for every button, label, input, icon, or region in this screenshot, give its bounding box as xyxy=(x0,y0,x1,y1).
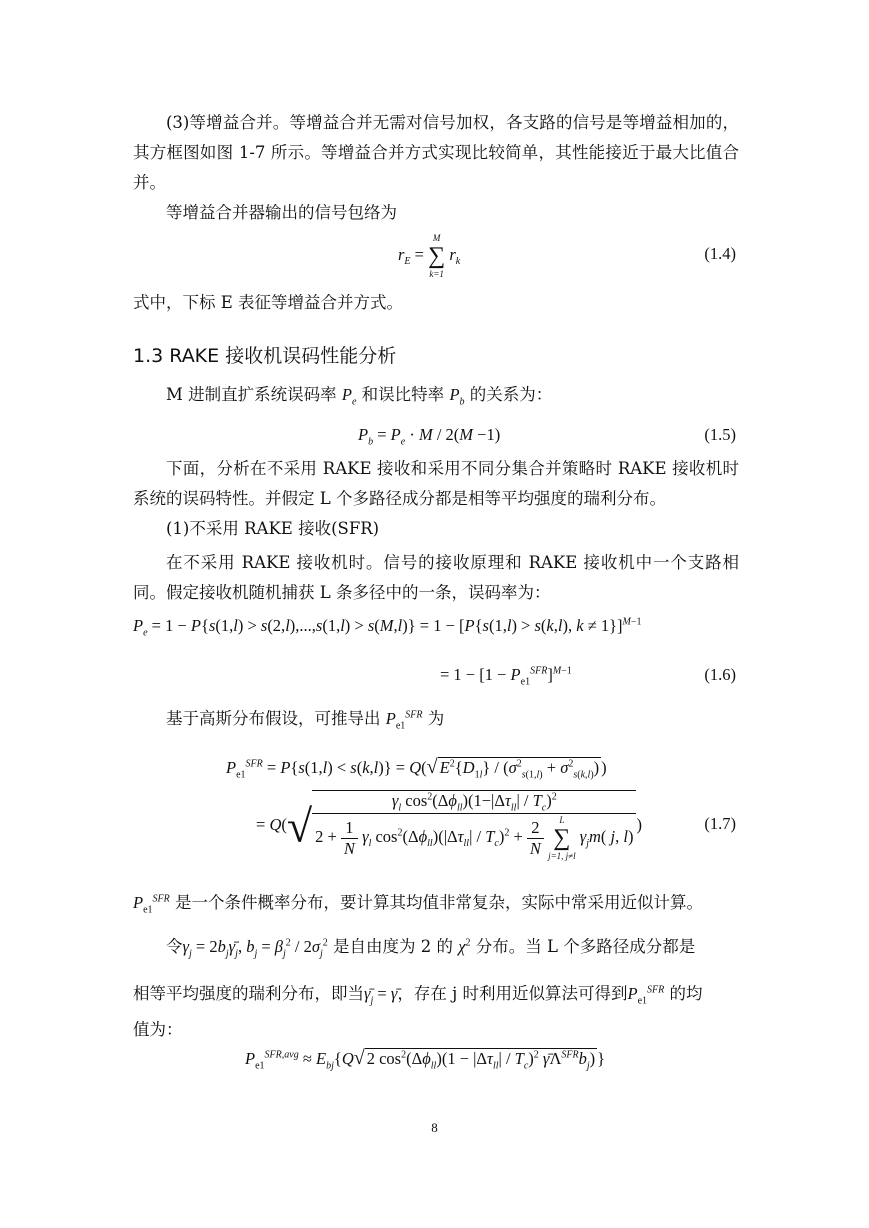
paragraph-chi-a: 令 xyxy=(166,937,183,956)
equation-number-1-4: (1.4) xyxy=(704,244,736,263)
paragraph-mean-value: 值为： xyxy=(133,1020,183,1039)
paragraph-analysis: 下面，分析在不采用 RAKE 接收和采用不同分集合并策略时 RAKE 接收机时系统的误码特性。并假定 L 个多路径成分都是相等平均强度的瑞利分布。 xyxy=(133,459,739,508)
paragraph-subscript-e: 式中，下标 E 表征等增益合并方式。 xyxy=(133,293,404,312)
paragraph-rayleigh-a: 相等平均强度的瑞利分布，即当 xyxy=(133,984,364,1003)
paragraph-gaussian-b: 为 xyxy=(422,709,445,728)
paragraph-equal-gain: (3)等增益合并。等增益合并无需对信号加权，各支路的信号是等增益相加的，其方框图如图 1-7 所示。等增益合并方式实现比较简单，其性能接近于最大比值合并。 xyxy=(133,113,739,192)
paragraph-chi-b: 是自由度为 2 的 xyxy=(327,937,459,956)
paragraph-gaussian-a: 基于高斯分布假设，可推导出 xyxy=(166,709,386,728)
equation-1-4: $r_E$ = M ∑ k=1 $r_k$ xyxy=(398,233,461,279)
section-heading: 1.3 RAKE 接收机误码性能分析 xyxy=(133,345,397,367)
paragraph-rayleigh-b: ，存在 j 时利用近似算法可得到 xyxy=(397,984,628,1003)
paragraph-rayleigh-c: 的均 xyxy=(664,984,703,1003)
equation-number-1-6: (1.6) xyxy=(704,665,736,684)
paragraph-envelope-intro: 等增益合并器输出的信号包络为 xyxy=(166,203,397,222)
equation-number-1-7: (1.7) xyxy=(704,814,736,833)
paragraph-gaussian: 基于高斯分布假设，可推导出 $P_{e1}^{SFR}$ 为 xyxy=(166,709,445,732)
equation-1-6-line-1: $P_e = 1 - P\{s(1,l) > s(2,l),...,s(1,l) > s(M,l)\} = 1 - [P\{s(1,l) > s(k,l)$, k ≠ 1}]$^{M-1}$ xyxy=(133,616,642,639)
equation-number-1-5: (1.5) xyxy=(704,425,736,444)
paragraph-conditional-text: 是一个条件概率分布，要计算其均值非常复杂，实际中常采用近似计算。 xyxy=(169,893,704,912)
equation-1-6-line-2: = $1 - [1 - P_{e1}^{SFR}]^{M-1}$ xyxy=(440,665,572,688)
equation-1-7-line-2: = Q(√ $\gamma_l$ $\cos^2(\Delta\phi_{ll})(1-|\Delta\tau_{ll}| / T_c)^2$ 2 + $\frac{1}{N}$ $\gamma_l$ $\cos^2(\Delta\phi_{ll})(|\Delta\tau_{ll}| / T_c)^2$ + $\frac{2}{N}$ L ∑ j=1, j≠l $\gamma_jm$( j, l) ) xyxy=(256,791,642,862)
equation-1-5: $P_b = P_e \cdot M / 2(M -1)$ xyxy=(358,425,501,448)
paragraph-mary-a: M 进制直扩系统误码率 xyxy=(166,385,342,404)
paragraph-rayleigh: 相等平均强度的瑞利分布，即当$\gammā_j$ = γ̄，存在 j 时利用近似算法可得到$P_{e1}^{SFR}$ 的均 xyxy=(133,984,703,1007)
paragraph-chi-square: 令$\gamma_j$ = $2b_j\gammā_j$, $b_j = \beta_j^2 / 2\sigma_j^2$ 是自由度为 2 的 $\chi^2$ 分布。当 L 个多路径成分都是 xyxy=(166,937,696,960)
paragraph-mary: M 进制直扩系统误码率 $P_e$ 和误比特率 $P_b$ 的关系为： xyxy=(166,385,553,408)
paragraph-sfr-desc: 在不采用 RAKE 接收机时。信号的接收原理和 RAKE 接收机中一个支路相同。假定接收机随机捕获 L 条多径中的一条，误码率为： xyxy=(133,553,739,602)
paragraph-mary-b: 和误比特率 xyxy=(356,385,450,404)
paragraph-chi-c: 分布。当 L 个多路径成分都是 xyxy=(470,937,696,956)
equation-average: $P_{e1}^{SFR,avg} \approx E_{bj}\{Q√$ 2 $\cos^2(\Delta\phi_{ll})(1 - |\Delta\tau_{ll}| / T_c)^2$ $\gammā\Lambda^{SFR}b_j$) } xyxy=(245,1047,606,1072)
paragraph-conditional: $P_{e1}^{SFR}$ 是一个条件概率分布，要计算其均值非常复杂，实际中常采用近似计算。 xyxy=(133,893,704,916)
page-number: 8 xyxy=(431,1120,438,1135)
paragraph-mary-c: 的关系为： xyxy=(464,385,553,404)
paragraph-sfr-title: (1)不采用 RAKE 接收(SFR) xyxy=(166,519,380,538)
equation-1-7-line-1: $P_{e1}^{SFR} = P\{s(1,l) < s(k,l)\} = Q(√$ $E^2\{D_{1l}\} / (\sigma^2_{s(1,l)} + \sigma^2_{s(k,l)})$ ) xyxy=(226,756,607,781)
